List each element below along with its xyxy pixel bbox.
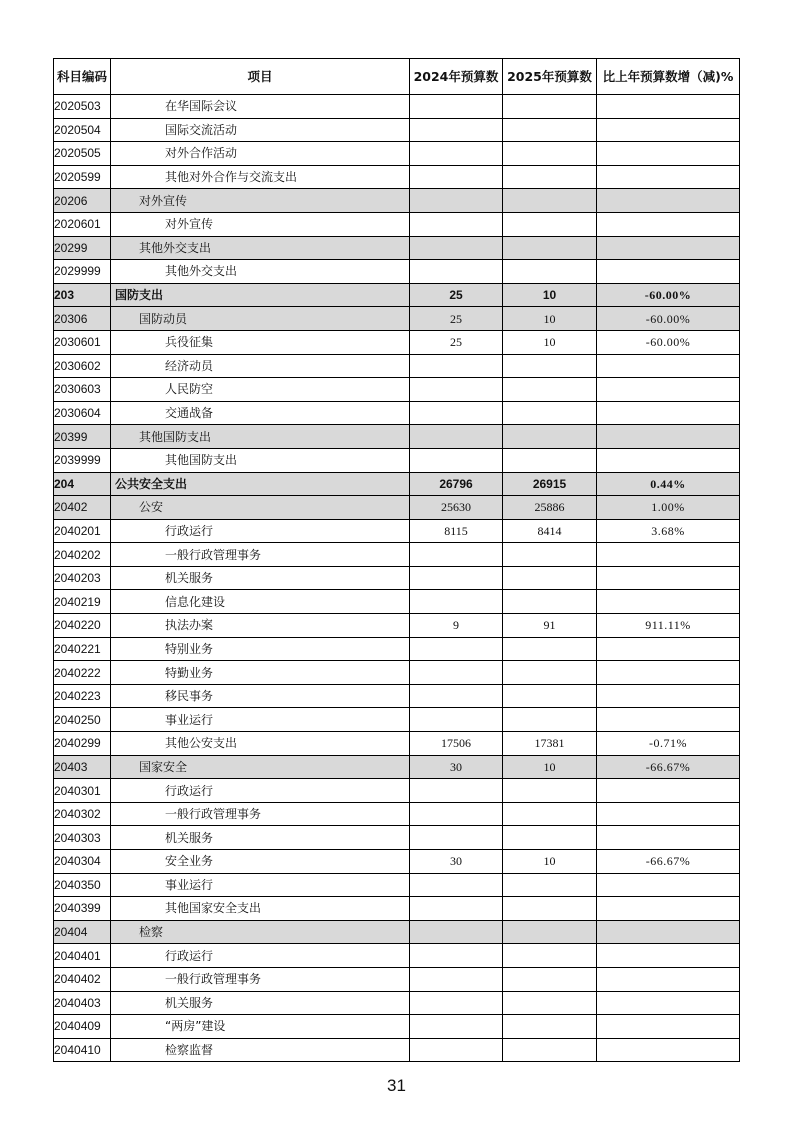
cell-change-percent: [597, 590, 740, 614]
header-2025-budget: 2025年预算数: [503, 59, 597, 95]
cell-2025-budget: [503, 566, 597, 590]
cell-code: 2040303: [54, 826, 111, 850]
cell-2025-budget: 8414: [503, 519, 597, 543]
cell-code: 203: [54, 283, 111, 307]
cell-item-name: [111, 330, 410, 354]
cell-code: 2020505: [54, 142, 111, 166]
item-name-text: 安全业务: [165, 854, 214, 869]
table-row: [54, 236, 740, 260]
cell-2025-budget: [503, 118, 597, 142]
cell-2025-budget: [503, 448, 597, 472]
cell-2024-budget: [410, 826, 503, 850]
cell-code: 20402: [54, 496, 111, 520]
table-row: [54, 260, 740, 284]
table-header-row: [54, 59, 740, 95]
table-row: [54, 779, 740, 803]
item-name-text: 行政运行: [165, 948, 214, 963]
item-name-text: 一般行政管理事务: [165, 972, 262, 987]
cell-2025-budget: [503, 684, 597, 708]
cell-item-name: [111, 142, 410, 166]
cell-item-name: [111, 1015, 410, 1039]
item-name-text: 行政运行: [165, 523, 214, 538]
cell-item-name: [111, 967, 410, 991]
cell-item-name: [111, 850, 410, 874]
cell-change-percent: [597, 1038, 740, 1062]
cell-change-percent: -60.00%: [597, 330, 740, 354]
table-row: [54, 401, 740, 425]
cell-item-name: [111, 189, 410, 213]
cell-change-percent: 911.11%: [597, 614, 740, 638]
cell-code: 2040402: [54, 967, 111, 991]
cell-item-name: [111, 802, 410, 826]
item-name-text: 信息化建设: [165, 594, 226, 609]
table-row: [54, 189, 740, 213]
item-name-text: 国防动员: [139, 311, 188, 326]
item-name-text: 机关服务: [165, 571, 214, 586]
cell-change-percent: [597, 873, 740, 897]
item-name-text: 执法办案: [165, 618, 214, 633]
cell-2024-budget: [410, 590, 503, 614]
cell-item-name: [111, 637, 410, 661]
cell-item-name: [111, 118, 410, 142]
cell-code: 20403: [54, 755, 111, 779]
table-row: [54, 354, 740, 378]
item-name-text: 检察: [139, 925, 164, 940]
cell-change-percent: 1.00%: [597, 496, 740, 520]
table-row: [54, 708, 740, 732]
cell-item-name: [111, 614, 410, 638]
cell-code: 2040203: [54, 566, 111, 590]
cell-2024-budget: [410, 1038, 503, 1062]
cell-code: 2040219: [54, 590, 111, 614]
table-row: [54, 307, 740, 331]
cell-2025-budget: 91: [503, 614, 597, 638]
table-row: [54, 967, 740, 991]
cell-item-name: [111, 401, 410, 425]
cell-2024-budget: [410, 189, 503, 213]
table-row: [54, 283, 740, 307]
cell-code: 2039999: [54, 448, 111, 472]
cell-2024-budget: [410, 354, 503, 378]
table-row: [54, 519, 740, 543]
table-row: [54, 496, 740, 520]
cell-item-name: [111, 165, 410, 189]
cell-2025-budget: [503, 779, 597, 803]
item-name-text: 国防支出: [115, 288, 164, 303]
table-row: [54, 614, 740, 638]
cell-2024-budget: [410, 378, 503, 402]
cell-2024-budget: [410, 142, 503, 166]
cell-2024-budget: [410, 260, 503, 284]
cell-code: 2040223: [54, 684, 111, 708]
cell-2025-budget: [503, 1038, 597, 1062]
table-row: [54, 920, 740, 944]
cell-2024-budget: [410, 637, 503, 661]
table-row: [54, 425, 740, 449]
cell-change-percent: 3.68%: [597, 519, 740, 543]
cell-code: 20404: [54, 920, 111, 944]
cell-2024-budget: [410, 873, 503, 897]
cell-2025-budget: [503, 543, 597, 567]
header-2024-budget: 2024年预算数: [410, 59, 503, 95]
cell-code: 2020599: [54, 165, 111, 189]
item-name-text: 公共安全支出: [115, 476, 188, 491]
cell-2025-budget: 26915: [503, 472, 597, 496]
cell-2025-budget: [503, 212, 597, 236]
cell-2024-budget: [410, 779, 503, 803]
table-row: [54, 755, 740, 779]
cell-item-name: [111, 590, 410, 614]
cell-2024-budget: [410, 897, 503, 921]
cell-change-percent: [597, 826, 740, 850]
cell-code: 20399: [54, 425, 111, 449]
cell-item-name: [111, 354, 410, 378]
cell-change-percent: [597, 944, 740, 968]
table-row: [54, 448, 740, 472]
cell-2024-budget: 30: [410, 850, 503, 874]
cell-change-percent: [597, 897, 740, 921]
cell-2025-budget: [503, 802, 597, 826]
item-name-text: 其他国家安全支出: [165, 901, 262, 916]
cell-2025-budget: [503, 873, 597, 897]
cell-2025-budget: [503, 425, 597, 449]
cell-2024-budget: [410, 944, 503, 968]
cell-2024-budget: [410, 401, 503, 425]
item-name-text: 其他外交支出: [139, 240, 212, 255]
item-name-text: 对外合作活动: [165, 146, 238, 161]
cell-change-percent: [597, 708, 740, 732]
cell-code: 20299: [54, 236, 111, 260]
table-row: [54, 944, 740, 968]
cell-change-percent: [597, 920, 740, 944]
cell-2025-budget: [503, 1015, 597, 1039]
cell-2025-budget: [503, 944, 597, 968]
cell-2025-budget: [503, 897, 597, 921]
cell-code: 2040410: [54, 1038, 111, 1062]
cell-change-percent: [597, 991, 740, 1015]
cell-change-percent: [597, 236, 740, 260]
cell-code: 20206: [54, 189, 111, 213]
cell-change-percent: 0.44%: [597, 472, 740, 496]
cell-change-percent: [597, 142, 740, 166]
cell-code: 2020504: [54, 118, 111, 142]
cell-change-percent: [597, 967, 740, 991]
cell-2025-budget: 10: [503, 850, 597, 874]
cell-2024-budget: 25: [410, 307, 503, 331]
cell-code: 2020503: [54, 95, 111, 119]
cell-2025-budget: [503, 661, 597, 685]
table-row: [54, 873, 740, 897]
item-name-text: 一般行政管理事务: [165, 807, 262, 822]
cell-2024-budget: [410, 236, 503, 260]
cell-2024-budget: [410, 212, 503, 236]
cell-2025-budget: [503, 708, 597, 732]
table-row: [54, 897, 740, 921]
cell-item-name: [111, 448, 410, 472]
cell-2024-budget: [410, 425, 503, 449]
cell-2024-budget: [410, 566, 503, 590]
cell-2024-budget: 25: [410, 330, 503, 354]
cell-2024-budget: 9: [410, 614, 503, 638]
cell-2024-budget: [410, 95, 503, 119]
item-name-text: 在华国际会议: [165, 99, 238, 114]
cell-code: 2040401: [54, 944, 111, 968]
cell-change-percent: [597, 260, 740, 284]
cell-2025-budget: [503, 354, 597, 378]
item-name-text: 公安: [139, 500, 164, 515]
cell-change-percent: [597, 543, 740, 567]
item-name-text: 对外宣传: [139, 193, 188, 208]
cell-item-name: [111, 307, 410, 331]
item-name-text: 其他国防支出: [139, 429, 212, 444]
cell-change-percent: [597, 684, 740, 708]
cell-2024-budget: [410, 543, 503, 567]
cell-change-percent: -66.67%: [597, 850, 740, 874]
cell-change-percent: [597, 637, 740, 661]
item-name-text: 行政运行: [165, 783, 214, 798]
cell-code: 20306: [54, 307, 111, 331]
cell-item-name: [111, 425, 410, 449]
cell-change-percent: [597, 779, 740, 803]
cell-item-name: [111, 212, 410, 236]
cell-code: 2040220: [54, 614, 111, 638]
table-row: [54, 991, 740, 1015]
cell-code: 2040222: [54, 661, 111, 685]
cell-change-percent: [597, 189, 740, 213]
cell-2024-budget: [410, 448, 503, 472]
cell-item-name: [111, 236, 410, 260]
cell-item-name: [111, 472, 410, 496]
cell-item-name: [111, 566, 410, 590]
item-name-text: 交通战备: [165, 406, 214, 421]
cell-2024-budget: [410, 967, 503, 991]
cell-code: 2029999: [54, 260, 111, 284]
item-name-text: 特别业务: [165, 641, 214, 656]
table-row: [54, 826, 740, 850]
header-code: 科目编码: [54, 59, 111, 95]
cell-item-name: [111, 708, 410, 732]
cell-change-percent: [597, 95, 740, 119]
item-name-text: 兵役征集: [165, 335, 214, 350]
cell-2025-budget: [503, 826, 597, 850]
cell-code: 2040301: [54, 779, 111, 803]
cell-change-percent: -60.00%: [597, 283, 740, 307]
table-row: [54, 850, 740, 874]
cell-change-percent: -0.71%: [597, 732, 740, 756]
table-row: [54, 661, 740, 685]
cell-code: 2040250: [54, 708, 111, 732]
table-row: [54, 1038, 740, 1062]
cell-2025-budget: [503, 236, 597, 260]
cell-item-name: [111, 1038, 410, 1062]
cell-change-percent: [597, 566, 740, 590]
cell-code: 2040409: [54, 1015, 111, 1039]
cell-code: 2040299: [54, 732, 111, 756]
cell-item-name: [111, 732, 410, 756]
item-name-text: 其他公安支出: [165, 736, 238, 751]
cell-code: 2030602: [54, 354, 111, 378]
cell-2024-budget: [410, 708, 503, 732]
cell-2025-budget: [503, 637, 597, 661]
cell-2025-budget: [503, 165, 597, 189]
cell-2025-budget: 10: [503, 307, 597, 331]
cell-change-percent: [597, 401, 740, 425]
cell-2024-budget: 25: [410, 283, 503, 307]
cell-item-name: [111, 283, 410, 307]
item-name-text: 人民防空: [165, 382, 214, 397]
table-row: [54, 472, 740, 496]
cell-2024-budget: 30: [410, 755, 503, 779]
item-name-text: 国际交流活动: [165, 122, 238, 137]
cell-2025-budget: [503, 401, 597, 425]
cell-change-percent: [597, 212, 740, 236]
cell-item-name: [111, 496, 410, 520]
table-row: [54, 590, 740, 614]
item-name-text: 事业运行: [165, 877, 214, 892]
cell-2024-budget: [410, 661, 503, 685]
item-name-text: 事业运行: [165, 712, 214, 727]
cell-item-name: [111, 779, 410, 803]
cell-change-percent: -60.00%: [597, 307, 740, 331]
cell-change-percent: [597, 661, 740, 685]
table-row: [54, 802, 740, 826]
cell-item-name: [111, 661, 410, 685]
cell-code: 2030604: [54, 401, 111, 425]
cell-2025-budget: [503, 920, 597, 944]
item-name-text: 经济动员: [165, 358, 214, 373]
cell-code: 2040202: [54, 543, 111, 567]
table-row: [54, 118, 740, 142]
item-name-text: 机关服务: [165, 995, 214, 1010]
cell-2025-budget: [503, 378, 597, 402]
cell-item-name: [111, 991, 410, 1015]
cell-change-percent: [597, 165, 740, 189]
item-name-text: “两房”建设: [165, 1019, 226, 1034]
cell-change-percent: [597, 118, 740, 142]
table-row: [54, 95, 740, 119]
cell-2025-budget: 10: [503, 755, 597, 779]
cell-item-name: [111, 920, 410, 944]
cell-2024-budget: [410, 1015, 503, 1039]
cell-2024-budget: [410, 118, 503, 142]
cell-code: 2040304: [54, 850, 111, 874]
cell-code: 2040302: [54, 802, 111, 826]
item-name-text: 特勤业务: [165, 665, 214, 680]
cell-item-name: [111, 755, 410, 779]
cell-change-percent: [597, 378, 740, 402]
cell-code: 2040399: [54, 897, 111, 921]
cell-2024-budget: 17506: [410, 732, 503, 756]
table-row: [54, 378, 740, 402]
cell-2024-budget: [410, 684, 503, 708]
cell-2025-budget: 17381: [503, 732, 597, 756]
item-name-text: 检察监督: [165, 1043, 214, 1058]
item-name-text: 对外宣传: [165, 217, 214, 232]
cell-2025-budget: [503, 260, 597, 284]
table-row: [54, 165, 740, 189]
cell-code: 2040201: [54, 519, 111, 543]
cell-2025-budget: [503, 95, 597, 119]
cell-item-name: [111, 826, 410, 850]
table-row: [54, 330, 740, 354]
cell-2024-budget: 25630: [410, 496, 503, 520]
cell-code: 204: [54, 472, 111, 496]
table-row: [54, 142, 740, 166]
cell-code: 2030603: [54, 378, 111, 402]
cell-2024-budget: 26796: [410, 472, 503, 496]
cell-item-name: [111, 897, 410, 921]
cell-code: 2040403: [54, 991, 111, 1015]
item-name-text: 移民事务: [165, 689, 214, 704]
item-name-text: 机关服务: [165, 830, 214, 845]
cell-2024-budget: [410, 165, 503, 189]
cell-code: 2040221: [54, 637, 111, 661]
table-row: [54, 732, 740, 756]
cell-change-percent: [597, 1015, 740, 1039]
cell-code: 2030601: [54, 330, 111, 354]
cell-2024-budget: [410, 920, 503, 944]
item-name-text: 一般行政管理事务: [165, 547, 262, 562]
cell-2025-budget: [503, 991, 597, 1015]
cell-change-percent: [597, 802, 740, 826]
cell-item-name: [111, 684, 410, 708]
table-row: [54, 566, 740, 590]
cell-2025-budget: 10: [503, 283, 597, 307]
cell-item-name: [111, 873, 410, 897]
table-row: [54, 212, 740, 236]
cell-item-name: [111, 944, 410, 968]
cell-item-name: [111, 519, 410, 543]
cell-2025-budget: 10: [503, 330, 597, 354]
page-number: 31: [387, 1076, 406, 1095]
cell-code: 2020601: [54, 212, 111, 236]
table-row: [54, 1015, 740, 1039]
table-row: [54, 637, 740, 661]
cell-2024-budget: 8115: [410, 519, 503, 543]
cell-2024-budget: [410, 991, 503, 1015]
table-body: [54, 95, 740, 1062]
cell-change-percent: -66.67%: [597, 755, 740, 779]
item-name-text: 其他外交支出: [165, 264, 238, 279]
cell-change-percent: [597, 425, 740, 449]
item-name-text: 其他对外合作与交流支出: [165, 170, 298, 185]
table-row: [54, 684, 740, 708]
cell-2024-budget: [410, 802, 503, 826]
cell-change-percent: [597, 448, 740, 472]
item-name-text: 国家安全: [139, 759, 188, 774]
cell-item-name: [111, 543, 410, 567]
cell-2025-budget: [503, 142, 597, 166]
cell-change-percent: [597, 354, 740, 378]
cell-code: 2040350: [54, 873, 111, 897]
cell-item-name: [111, 378, 410, 402]
cell-2025-budget: [503, 189, 597, 213]
cell-item-name: [111, 95, 410, 119]
cell-2025-budget: [503, 967, 597, 991]
header-change-percent: 比上年预算数增（减)%: [597, 59, 740, 95]
item-name-text: 其他国防支出: [165, 453, 238, 468]
table-row: [54, 543, 740, 567]
budget-table: [53, 58, 740, 1062]
cell-2025-budget: 25886: [503, 496, 597, 520]
cell-item-name: [111, 260, 410, 284]
header-item: 项目: [111, 59, 410, 95]
cell-2025-budget: [503, 590, 597, 614]
